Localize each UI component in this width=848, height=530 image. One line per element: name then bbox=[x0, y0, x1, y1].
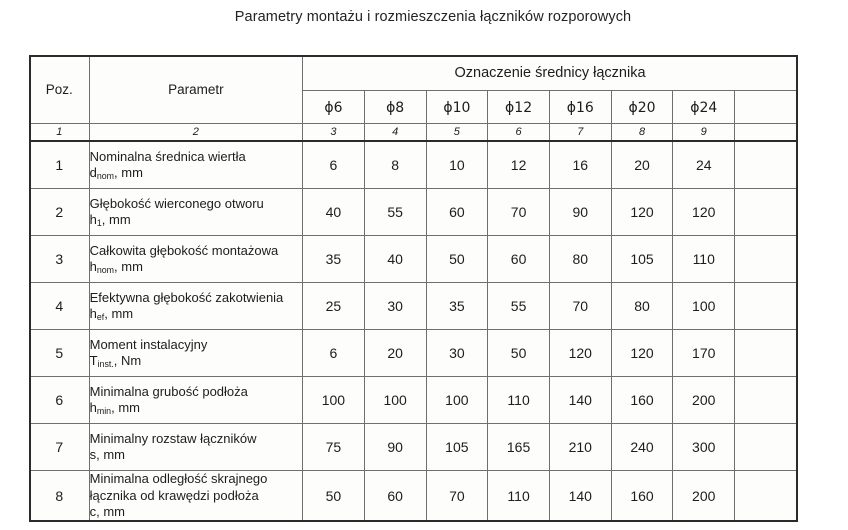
symbol-base: d bbox=[89, 165, 97, 180]
value-cell: 50 bbox=[488, 330, 550, 377]
header-cell-diameter-group: Oznaczenie średnicy łącznika bbox=[303, 56, 798, 91]
symbol-unit: , mm bbox=[96, 447, 126, 462]
spacer-cell bbox=[735, 141, 798, 189]
value-cell: 110 bbox=[488, 377, 550, 424]
header-cell-d8 bbox=[364, 91, 426, 124]
table-row bbox=[30, 283, 798, 330]
row-position-number: 8 bbox=[30, 471, 90, 522]
value-cell: 100 bbox=[673, 283, 735, 330]
value-cell: 200 bbox=[673, 377, 735, 424]
diameter-label-d12: ϕ12 bbox=[505, 99, 533, 116]
value-cell: 300 bbox=[673, 424, 735, 471]
value-cell: 8 bbox=[364, 141, 426, 189]
value-cell: 140 bbox=[549, 377, 611, 424]
parameter-description: Minimalna grubość podłoża bbox=[89, 383, 248, 399]
parameters-table bbox=[29, 55, 798, 522]
page-title: Parametry montażu i rozmieszczenia łączników rozporowych bbox=[234, 9, 632, 25]
value-cell: 55 bbox=[488, 283, 550, 330]
header-cell-d6 bbox=[303, 91, 365, 124]
symbol-unit: , mm bbox=[111, 400, 140, 415]
value-cell: 110 bbox=[673, 236, 735, 283]
row-parameter-label bbox=[89, 189, 302, 236]
header-row-group bbox=[30, 56, 798, 91]
header-cell-parametr: Parametr bbox=[89, 56, 302, 124]
value-cell: 110 bbox=[488, 471, 550, 522]
diameter-label-d16: ϕ16 bbox=[566, 99, 594, 116]
table-head bbox=[30, 56, 798, 142]
table-row bbox=[30, 236, 798, 283]
row-position-number: 3 bbox=[30, 236, 90, 283]
value-cell: 160 bbox=[611, 471, 673, 522]
value-cell: 90 bbox=[364, 424, 426, 471]
row-parameter-label bbox=[89, 471, 302, 522]
parameter-description: Efektywna głębokość zakotwienia bbox=[89, 289, 284, 305]
row-parameter-label bbox=[89, 377, 302, 424]
row-parameter-label bbox=[89, 141, 302, 189]
symbol-unit: , mm bbox=[104, 306, 134, 321]
symbol-base: s bbox=[89, 447, 97, 462]
header-cell-spacer bbox=[735, 91, 798, 124]
parameter-description: Nominalna średnica wiertła bbox=[89, 148, 246, 164]
table-row bbox=[30, 330, 798, 377]
value-cell: 200 bbox=[673, 471, 735, 522]
column-number-2: 2 bbox=[89, 124, 302, 142]
row-parameter-label bbox=[89, 283, 302, 330]
value-cell: 6 bbox=[303, 330, 365, 377]
value-cell: 40 bbox=[303, 189, 365, 236]
symbol-base: c bbox=[89, 504, 97, 519]
parameter-symbol bbox=[90, 306, 302, 323]
diameter-label-d6: ϕ6 bbox=[324, 99, 343, 116]
value-cell: 70 bbox=[426, 471, 488, 522]
header-cell-d24 bbox=[673, 91, 735, 124]
symbol-subscript: nom bbox=[96, 265, 115, 276]
row-parameter-label bbox=[89, 236, 302, 283]
value-cell: 40 bbox=[364, 236, 426, 283]
symbol-base: h bbox=[89, 259, 97, 274]
parameter-symbol bbox=[90, 165, 302, 182]
spacer-cell bbox=[735, 236, 798, 283]
diameter-label-d10: ϕ10 bbox=[443, 99, 471, 116]
symbol-unit: , mm bbox=[114, 259, 143, 274]
spacer-cell bbox=[735, 283, 798, 330]
row-parameter-label bbox=[89, 424, 302, 471]
value-cell: 80 bbox=[549, 236, 611, 283]
row-position-number: 2 bbox=[30, 189, 90, 236]
symbol-subscript: ef bbox=[96, 312, 105, 323]
row-position-number: 1 bbox=[30, 141, 90, 189]
symbol-unit: , mm bbox=[101, 212, 131, 227]
symbol-subscript: nom bbox=[96, 171, 115, 182]
value-cell: 20 bbox=[364, 330, 426, 377]
header-cell-d12 bbox=[488, 91, 550, 124]
diameter-label-d20: ϕ20 bbox=[628, 99, 656, 116]
parameter-symbol bbox=[90, 353, 302, 370]
value-cell: 24 bbox=[673, 141, 735, 189]
row-position-number: 7 bbox=[30, 424, 90, 471]
value-cell: 100 bbox=[426, 377, 488, 424]
value-cell: 140 bbox=[549, 471, 611, 522]
parameter-symbol bbox=[90, 259, 302, 276]
table-row bbox=[30, 424, 798, 471]
symbol-unit: , mm bbox=[96, 504, 126, 519]
parameter-symbol bbox=[90, 400, 302, 417]
value-cell: 35 bbox=[303, 236, 365, 283]
value-cell: 120 bbox=[673, 189, 735, 236]
value-cell: 210 bbox=[549, 424, 611, 471]
header-cell-d16 bbox=[549, 91, 611, 124]
symbol-unit: , mm bbox=[114, 165, 143, 180]
table-row bbox=[30, 141, 798, 189]
spacer-cell bbox=[735, 424, 798, 471]
value-cell: 60 bbox=[364, 471, 426, 522]
value-cell: 80 bbox=[611, 283, 673, 330]
symbol-subscript: 1 bbox=[96, 218, 102, 229]
value-cell: 120 bbox=[611, 330, 673, 377]
spacer-cell bbox=[735, 189, 798, 236]
value-cell: 160 bbox=[611, 377, 673, 424]
row-position-number: 4 bbox=[30, 283, 90, 330]
spacer-cell bbox=[735, 377, 798, 424]
column-numbering-row bbox=[30, 124, 798, 142]
symbol-base: T bbox=[89, 353, 98, 368]
column-number-spacer bbox=[735, 124, 798, 142]
symbol-subscript: min bbox=[96, 406, 112, 417]
value-cell: 60 bbox=[488, 236, 550, 283]
symbol-base: h bbox=[89, 212, 97, 227]
header-cell-d20 bbox=[611, 91, 673, 124]
value-cell: 170 bbox=[673, 330, 735, 377]
value-cell: 50 bbox=[303, 471, 365, 522]
value-cell: 75 bbox=[303, 424, 365, 471]
value-cell: 25 bbox=[303, 283, 365, 330]
value-cell: 105 bbox=[426, 424, 488, 471]
row-position-number: 6 bbox=[30, 377, 90, 424]
value-cell: 12 bbox=[488, 141, 550, 189]
parameter-description-cont: łącznika od krawędzi podłoża bbox=[89, 487, 259, 503]
value-cell: 55 bbox=[364, 189, 426, 236]
value-cell: 20 bbox=[611, 141, 673, 189]
symbol-base: h bbox=[89, 306, 97, 321]
header-cell-poz: Poz. bbox=[30, 56, 90, 124]
column-number-4: 4 bbox=[364, 124, 426, 142]
title-bar bbox=[0, 8, 848, 26]
diameter-label-d24: ϕ24 bbox=[690, 99, 718, 116]
value-cell: 90 bbox=[549, 189, 611, 236]
spacer-cell bbox=[735, 471, 798, 522]
value-cell: 105 bbox=[611, 236, 673, 283]
value-cell: 70 bbox=[549, 283, 611, 330]
parameter-description: Moment instalacyjny bbox=[89, 336, 208, 352]
parameter-description: Minimalny rozstaw łączników bbox=[89, 430, 257, 446]
value-cell: 165 bbox=[488, 424, 550, 471]
table-body bbox=[30, 141, 798, 521]
value-cell: 30 bbox=[364, 283, 426, 330]
column-number-8: 8 bbox=[611, 124, 673, 142]
value-cell: 16 bbox=[549, 141, 611, 189]
value-cell: 30 bbox=[426, 330, 488, 377]
row-parameter-label bbox=[89, 330, 302, 377]
value-cell: 35 bbox=[426, 283, 488, 330]
column-number-6: 6 bbox=[488, 124, 550, 142]
table-row bbox=[30, 471, 798, 522]
symbol-base: h bbox=[89, 400, 97, 415]
row-position-number: 5 bbox=[30, 330, 90, 377]
column-number-7: 7 bbox=[549, 124, 611, 142]
column-number-5: 5 bbox=[426, 124, 488, 142]
parameters-table-container bbox=[29, 55, 798, 522]
parameter-description: Całkowita głębokość montażowa bbox=[89, 242, 279, 258]
parameter-symbol bbox=[90, 504, 302, 521]
column-number-1: 1 bbox=[30, 124, 90, 142]
column-number-9: 9 bbox=[673, 124, 735, 142]
value-cell: 120 bbox=[611, 189, 673, 236]
table-row bbox=[30, 377, 798, 424]
spacer-cell bbox=[735, 330, 798, 377]
parameter-symbol bbox=[90, 212, 302, 229]
value-cell: 100 bbox=[303, 377, 365, 424]
value-cell: 50 bbox=[426, 236, 488, 283]
parameter-description: Minimalna odległość skrajnego bbox=[89, 471, 268, 486]
parameter-description: Głębokość wierconego otworu bbox=[89, 195, 264, 211]
value-cell: 60 bbox=[426, 189, 488, 236]
parameter-symbol bbox=[90, 447, 302, 464]
symbol-unit: , Nm bbox=[113, 353, 142, 368]
value-cell: 70 bbox=[488, 189, 550, 236]
value-cell: 100 bbox=[364, 377, 426, 424]
table-row bbox=[30, 189, 798, 236]
value-cell: 10 bbox=[426, 141, 488, 189]
header-cell-d10 bbox=[426, 91, 488, 124]
column-number-3: 3 bbox=[303, 124, 365, 142]
value-cell: 120 bbox=[549, 330, 611, 377]
value-cell: 240 bbox=[611, 424, 673, 471]
diameter-label-d8: ϕ8 bbox=[386, 99, 405, 116]
symbol-subscript: inst. bbox=[97, 359, 114, 370]
value-cell: 6 bbox=[303, 141, 365, 189]
